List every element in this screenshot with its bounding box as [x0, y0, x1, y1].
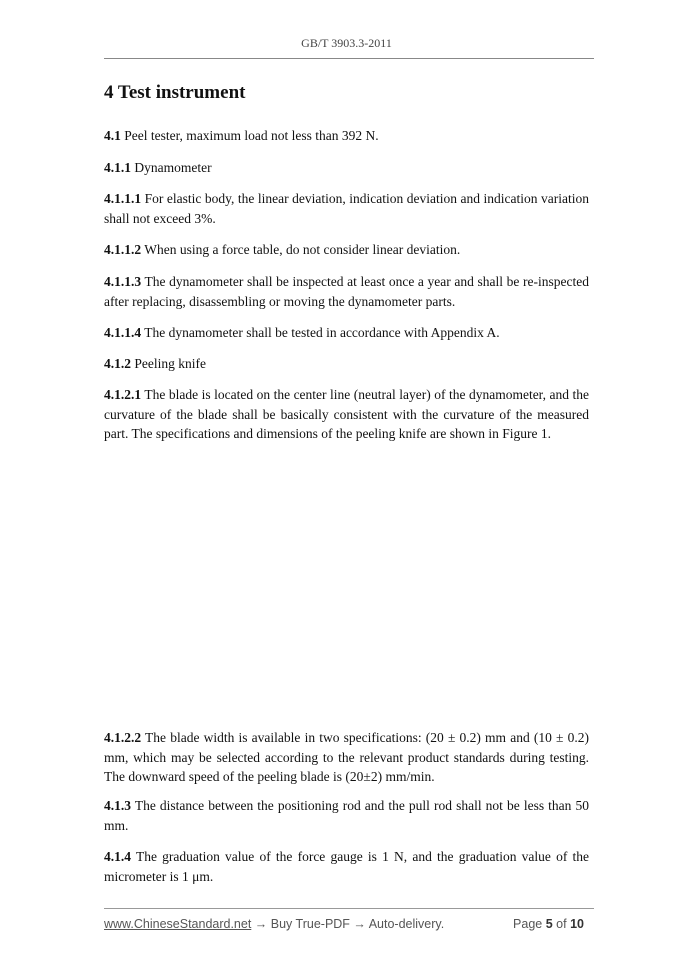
clause-text: The distance between the positioning rod and the pull rod shall not be less than 50 mm.: [104, 798, 589, 833]
clause-4-1-1-2: [104, 240, 589, 260]
clause-number: 4.1.3: [104, 798, 131, 813]
section-title: 4 Test instrument: [104, 82, 246, 103]
clause-text: The blade is located on the center line (neutral layer) of the dynamometer, and the curvature of the blade shall be basically consistent with the curvature of the measured part. The specifications and dimensions of the peeling knife are shown in Figure 1.: [104, 387, 589, 441]
clause-number: 4.1.4: [104, 849, 131, 864]
clause-number: 4.1.1.2: [104, 242, 142, 257]
clause-4-1-2-1: [104, 385, 589, 444]
clause-4-1-1-1: [104, 189, 589, 228]
page-footer: [104, 917, 594, 931]
clause-4-1-3: [104, 796, 589, 835]
page-word: Page: [513, 917, 543, 931]
clause-4-1-2: [104, 354, 589, 374]
clause-text: The dynamometer shall be inspected at least once a year and shall be re-inspected after replacing, disassembling or moving the dynamometer parts.: [104, 274, 589, 309]
clause-4-1-1-3: [104, 272, 589, 311]
clause-text: The graduation value of the force gauge is 1 N, and the graduation value of the micrometer is 1 μm.: [104, 849, 589, 884]
clause-4-1: [104, 126, 589, 146]
clause-4-1-4: [104, 847, 589, 886]
page-current: 5: [545, 917, 553, 931]
clause-4-1-1: [104, 158, 589, 178]
clause-4-1-2-2: [104, 728, 589, 787]
clause-text: The dynamometer shall be tested in accordance with Appendix A.: [141, 325, 500, 340]
clause-number: 4.1.2.1: [104, 387, 142, 402]
clause-text: When using a force table, do not consider linear deviation.: [141, 242, 461, 257]
site-link[interactable]: www.ChineseStandard.net: [104, 917, 252, 931]
page-indicator: [513, 917, 584, 931]
footer-divider: [104, 908, 594, 909]
clause-text: Peeling knife: [131, 356, 206, 371]
clause-number: 4.1.2: [104, 356, 131, 371]
clause-text: The blade width is available in two specifications: (20 ± 0.2) mm and (10 ± 0.2) mm, which may be selected according to the relevant product standards during testing. The downward speed of the peeling blade is (20±2) mm/min.: [104, 730, 589, 784]
clause-number: 4.1.1.1: [104, 191, 142, 206]
of-word: of: [556, 917, 567, 931]
running-header: GB/T 3903.3-2011: [301, 36, 392, 50]
clause-text: For elastic body, the linear deviation, indication deviation and indication variation shall not exceed 3%.: [104, 191, 589, 226]
clause-number: 4.1.1.4: [104, 325, 142, 340]
header-divider: [104, 58, 594, 59]
clause-4-1-1-4: [104, 323, 589, 343]
clause-text: Dynamometer: [131, 160, 212, 175]
clause-text: Peel tester, maximum load not less than 392 N.: [120, 128, 379, 143]
clause-number: 4.1.1: [104, 160, 131, 175]
footer-tagline: → Buy True-PDF → Auto-delivery.: [251, 917, 445, 931]
clause-number: 4.1.2.2: [104, 730, 142, 745]
clause-number: 4.1.1.3: [104, 274, 142, 289]
page-total: 10: [570, 917, 584, 931]
clause-number: 4.1: [104, 128, 121, 143]
